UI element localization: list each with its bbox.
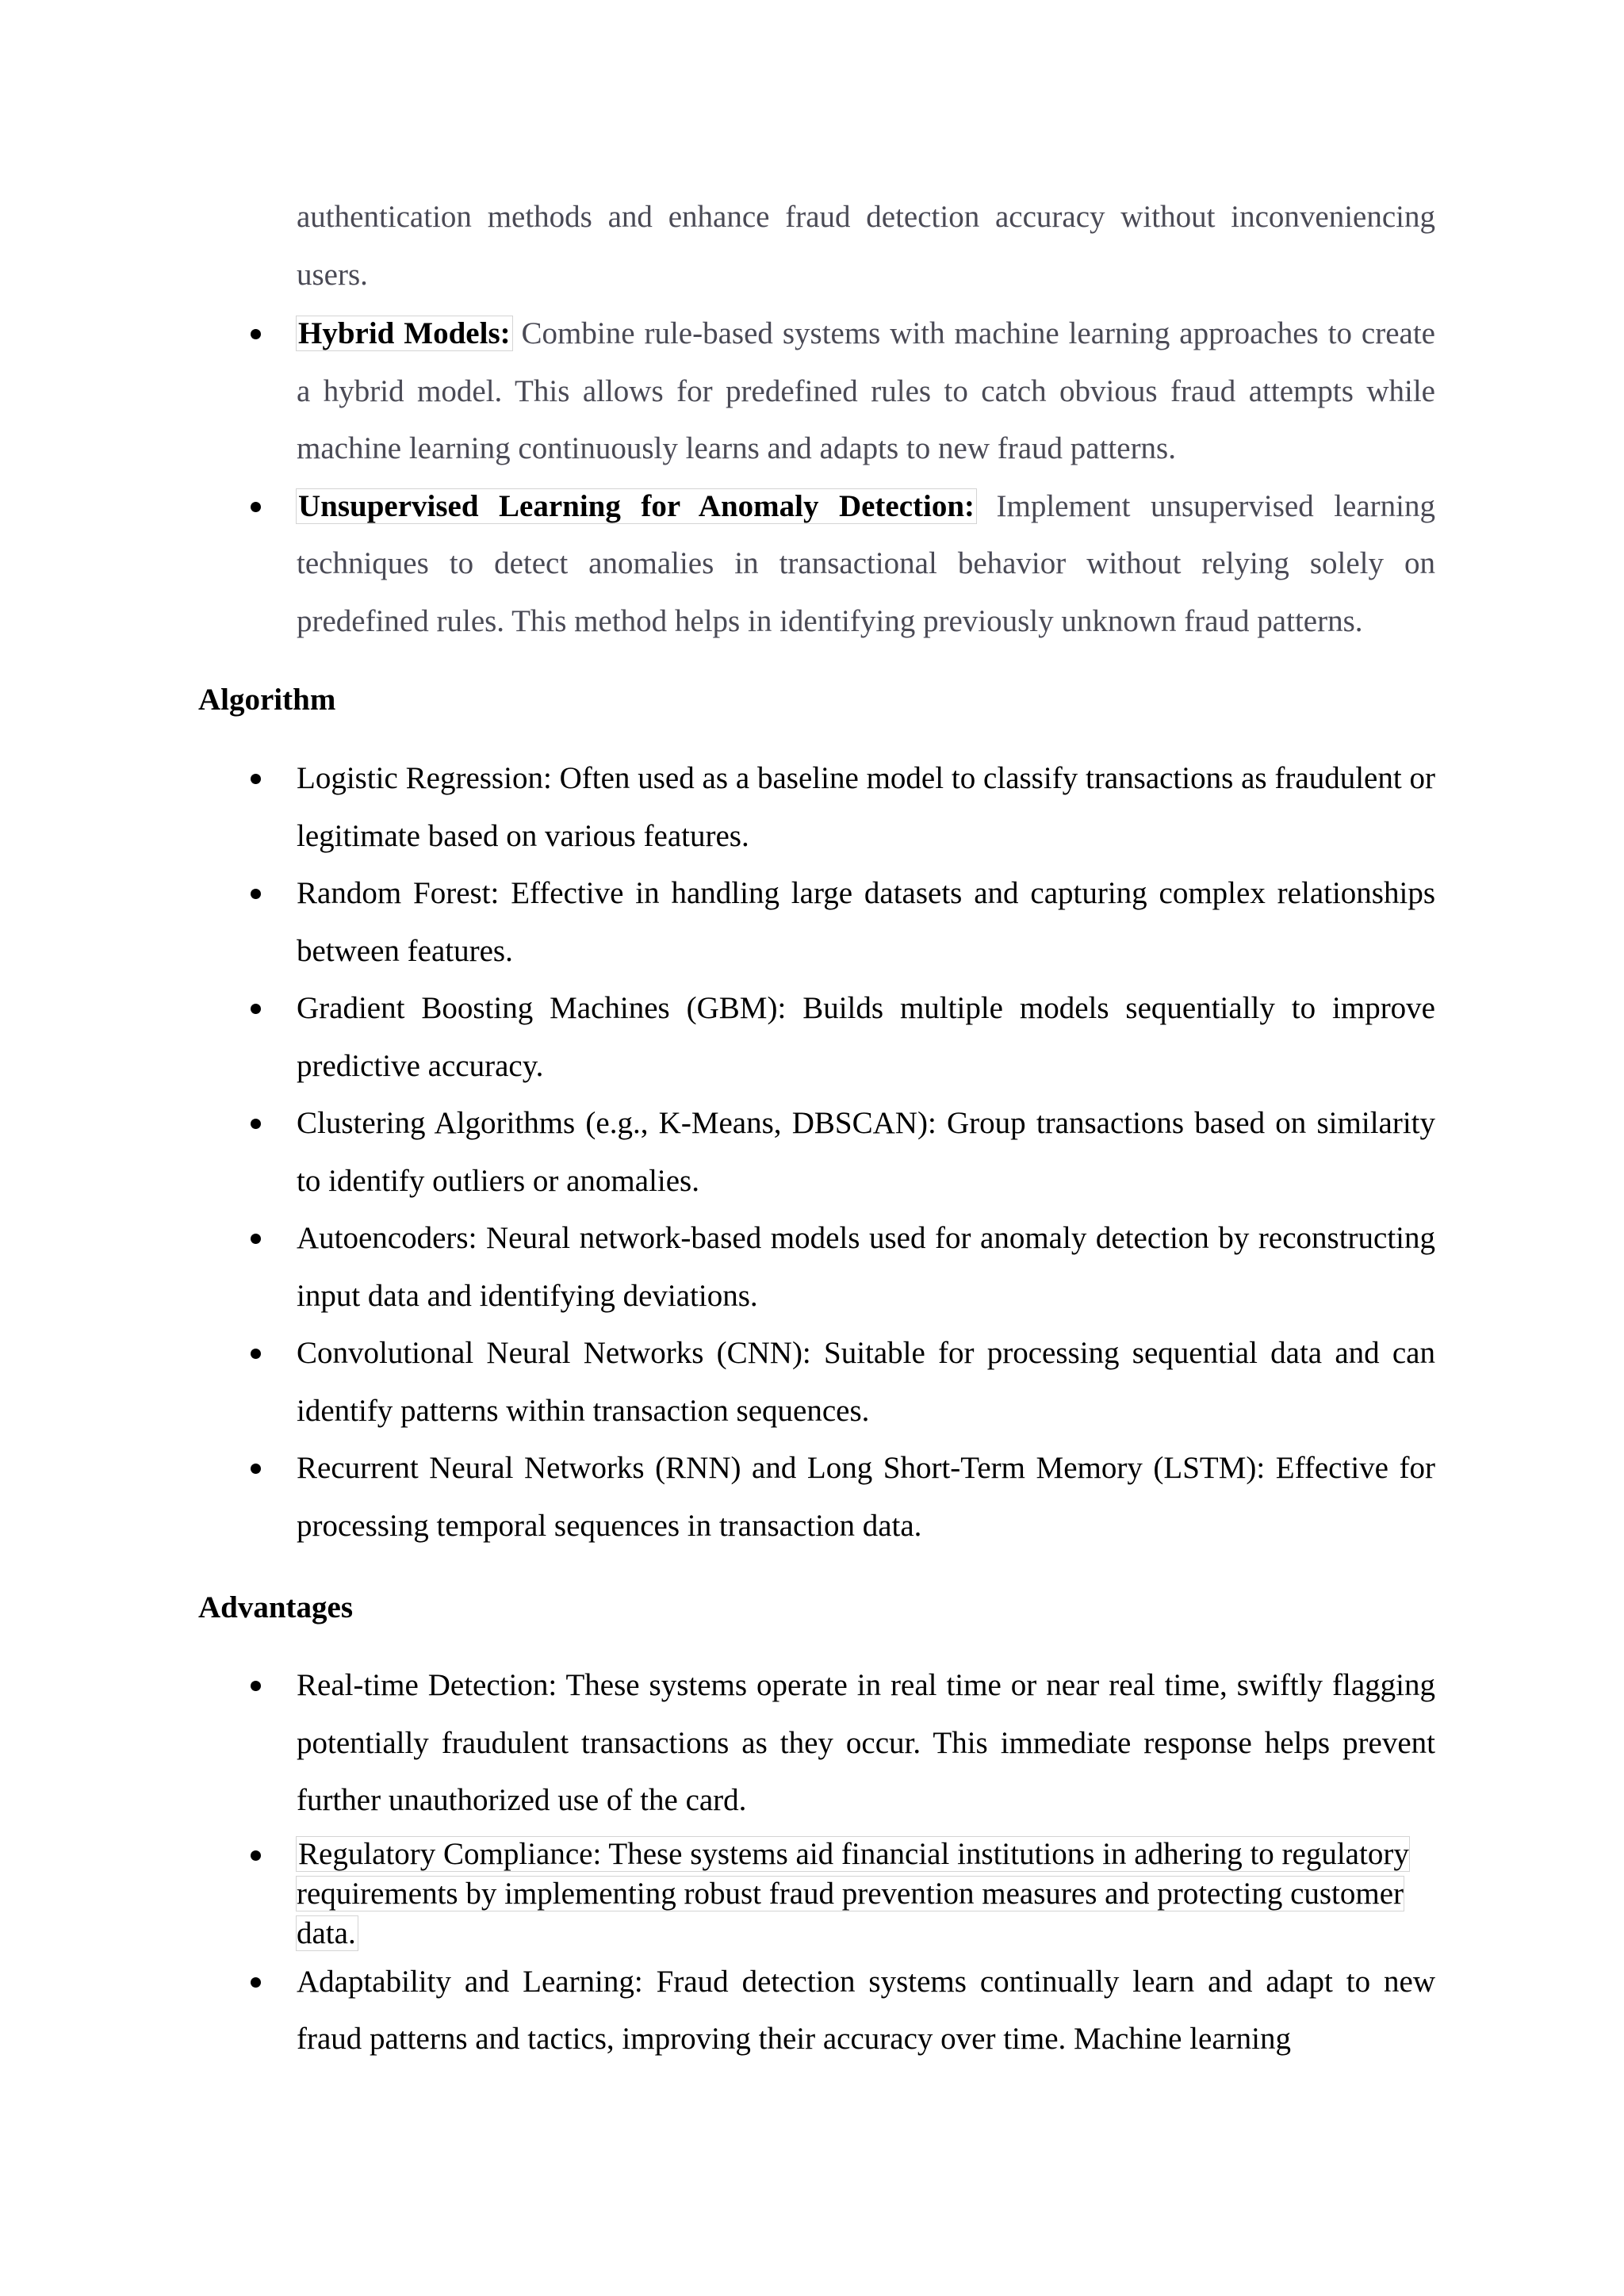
list-item: Convolutional Neural Networks (CNN): Suitable for processing sequential data and can identify patterns within transaction sequences. xyxy=(198,1325,1435,1440)
bullet-text: Combine rule-based systems with machine learning approaches to create a hybrid model. This allows for predefined rules to catch obvious fraud attempts while machine learning continuously learns and adapts to new fraud patterns. xyxy=(297,316,1435,465)
list-item: Clustering Algorithms (e.g., K-Means, DBSCAN): Group transactions based on similarity to identify outliers or anomalies. xyxy=(198,1095,1435,1210)
list-item xyxy=(198,1835,1435,1954)
list-item: Real-time Detection: These systems operate in real time or near real time, swiftly flagging potentially fraudulent transactions as they occur. This immediate response helps prevent further unauthorized use of the card. xyxy=(198,1657,1435,1830)
list-item xyxy=(198,478,1435,651)
list-item: Adaptability and Learning: Fraud detection systems continually learn and adapt to new fraud patterns and tactics, improving their accuracy over time. Machine learning xyxy=(198,1954,1435,2068)
list-item xyxy=(198,305,1435,478)
section-heading-advantages: Advantages xyxy=(198,1590,354,1624)
section-heading-algorithm: Algorithm xyxy=(198,683,336,717)
bullet-term: Unsupervised Learning for Anomaly Detection: xyxy=(298,488,975,523)
intro-bullet-list xyxy=(198,305,1435,650)
bullet-term: Hybrid Models: xyxy=(298,316,511,350)
list-item: Logistic Regression: Often used as a baseline model to classify transactions as fraudulent or legitimate based on various features. xyxy=(198,750,1435,865)
continuation-paragraph: authentication methods and enhance fraud detection accuracy without inconveniencing users. xyxy=(297,200,1435,292)
list-item: Gradient Boosting Machines (GBM): Builds multiple models sequentially to improve predictive accuracy. xyxy=(198,980,1435,1095)
algorithm-bullet-list xyxy=(198,750,1435,1555)
list-item: Recurrent Neural Networks (RNN) and Long Short-Term Memory (LSTM): Effective for processing temporal sequences in transaction data. xyxy=(198,1440,1435,1555)
advantages-bullet-list xyxy=(198,1657,1435,2068)
bullet-text: Implement unsupervised learning techniques to detect anomalies in transactional behavior without relying solely on predefined rules. This method helps in identifying previously unknown fraud patterns. xyxy=(297,488,1436,638)
list-item: Random Forest: Effective in handling large datasets and capturing complex relationships between features. xyxy=(198,865,1435,980)
bullet-text: Regulatory Compliance: These systems aid financial institutions in adhering to regulatory requirements by implementing robust fraud prevention measures and protecting customer data. xyxy=(297,1836,1409,1950)
list-item: Autoencoders: Neural network-based models used for anomaly detection by reconstructing input data and identifying deviations. xyxy=(198,1210,1435,1325)
